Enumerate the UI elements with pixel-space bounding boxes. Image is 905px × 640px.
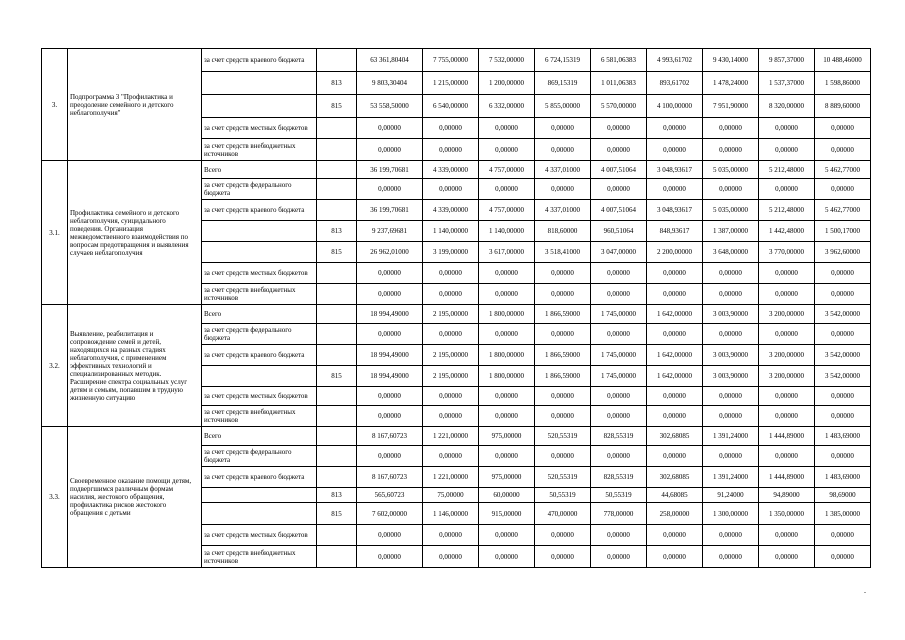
- amount-cell: 4 100,00000: [647, 95, 703, 118]
- amount-cell: 0,00000: [647, 179, 703, 200]
- amount-cell: 1 215,00000: [423, 72, 479, 95]
- amount-cell: 1 800,00000: [479, 305, 535, 324]
- amount-cell: 0,00000: [703, 179, 759, 200]
- budget-code: [317, 427, 357, 446]
- amount-cell: 44,68085: [647, 488, 703, 503]
- amount-cell: 3 770,00000: [759, 242, 815, 263]
- amount-cell: 1 598,86000: [815, 72, 871, 95]
- amount-cell: 1 866,59000: [535, 366, 591, 387]
- amount-cell: 0,00000: [759, 139, 815, 161]
- amount-cell: 7 532,00000: [479, 49, 535, 72]
- amount-cell: 0,00000: [535, 387, 591, 406]
- amount-cell: 0,00000: [591, 324, 647, 345]
- amount-cell: 1 140,00000: [479, 221, 535, 242]
- amount-cell: 0,00000: [535, 324, 591, 345]
- amount-cell: 0,00000: [357, 324, 423, 345]
- amount-cell: 0,00000: [647, 118, 703, 139]
- amount-cell: 0,00000: [703, 387, 759, 406]
- amount-cell: 1 200,00000: [479, 72, 535, 95]
- amount-cell: 0,00000: [759, 284, 815, 305]
- amount-cell: 0,00000: [535, 284, 591, 305]
- amount-cell: 1 500,17000: [815, 221, 871, 242]
- budget-code: [317, 406, 357, 427]
- funding-source: за счет средств местных бюджетов: [202, 525, 317, 546]
- amount-cell: 0,00000: [703, 139, 759, 161]
- amount-cell: 0,00000: [423, 263, 479, 284]
- amount-cell: 7 755,00000: [423, 49, 479, 72]
- amount-cell: 0,00000: [423, 406, 479, 427]
- amount-cell: 0,00000: [647, 446, 703, 467]
- amount-cell: 1 483,69000: [815, 467, 871, 488]
- amount-cell: 0,00000: [423, 525, 479, 546]
- amount-cell: 0,00000: [591, 284, 647, 305]
- funding-source: за счет средств краевого бюджета: [202, 345, 317, 366]
- budget-code: [317, 387, 357, 406]
- amount-cell: 1 800,00000: [479, 366, 535, 387]
- amount-cell: 778,00000: [591, 503, 647, 525]
- amount-cell: 0,00000: [479, 406, 535, 427]
- funding-source: [202, 221, 317, 242]
- budget-code: [317, 161, 357, 179]
- amount-cell: 0,00000: [479, 139, 535, 161]
- amount-cell: 0,00000: [535, 118, 591, 139]
- funding-source: за счет средств местных бюджетов: [202, 118, 317, 139]
- section-number: 3.: [42, 49, 68, 161]
- amount-cell: 4 007,51064: [591, 200, 647, 221]
- amount-cell: 4 337,01000: [535, 161, 591, 179]
- amount-cell: 1 350,00000: [759, 503, 815, 525]
- budget-code: 813: [317, 488, 357, 503]
- amount-cell: 0,00000: [479, 284, 535, 305]
- amount-cell: 1 745,00000: [591, 305, 647, 324]
- amount-cell: 6 724,15319: [535, 49, 591, 72]
- budget-code: [317, 305, 357, 324]
- amount-cell: 0,00000: [357, 406, 423, 427]
- amount-cell: 7 951,90000: [703, 95, 759, 118]
- amount-cell: 3 200,00000: [759, 366, 815, 387]
- amount-cell: 3 542,00000: [815, 366, 871, 387]
- amount-cell: 8 320,00000: [759, 95, 815, 118]
- amount-cell: 2 200,00000: [647, 242, 703, 263]
- amount-cell: 4 339,00000: [423, 161, 479, 179]
- amount-cell: 0,00000: [591, 446, 647, 467]
- amount-cell: 5 570,00000: [591, 95, 647, 118]
- amount-cell: 3 003,90000: [703, 366, 759, 387]
- amount-cell: 0,00000: [647, 546, 703, 568]
- amount-cell: 0,00000: [479, 446, 535, 467]
- amount-cell: 4 337,01000: [535, 200, 591, 221]
- funding-source: за счет средств федерального бюджета: [202, 179, 317, 200]
- funding-source: Всего: [202, 427, 317, 446]
- amount-cell: 0,00000: [703, 546, 759, 568]
- section-name: Подпрограмма 3 "Профилактика и преодоление семейного и детского неблагополучия": [68, 49, 202, 161]
- amount-cell: 0,00000: [479, 118, 535, 139]
- amount-cell: 18 994,49000: [357, 366, 423, 387]
- funding-source: за счет средств федерального бюджета: [202, 446, 317, 467]
- budget-code: 815: [317, 242, 357, 263]
- amount-cell: 0,00000: [647, 387, 703, 406]
- amount-cell: 6 332,00000: [479, 95, 535, 118]
- amount-cell: 0,00000: [357, 387, 423, 406]
- amount-cell: 0,00000: [357, 284, 423, 305]
- amount-cell: 60,00000: [479, 488, 535, 503]
- amount-cell: 0,00000: [647, 406, 703, 427]
- amount-cell: 9 803,30404: [357, 72, 423, 95]
- table-row: [42, 49, 871, 72]
- amount-cell: 0,00000: [535, 446, 591, 467]
- amount-cell: 4 339,00000: [423, 200, 479, 221]
- amount-cell: 0,00000: [479, 324, 535, 345]
- amount-cell: 0,00000: [703, 284, 759, 305]
- amount-cell: 3 003,90000: [703, 305, 759, 324]
- amount-cell: 0,00000: [591, 525, 647, 546]
- amount-cell: 0,00000: [423, 324, 479, 345]
- amount-cell: 91,24000: [703, 488, 759, 503]
- table-row: [42, 161, 871, 179]
- amount-cell: 893,61702: [647, 72, 703, 95]
- amount-cell: 5 035,00000: [703, 161, 759, 179]
- amount-cell: 10 488,46000: [815, 49, 871, 72]
- funding-source: [202, 503, 317, 525]
- amount-cell: 0,00000: [815, 139, 871, 161]
- amount-cell: 5 035,00000: [703, 200, 759, 221]
- amount-cell: 0,00000: [479, 546, 535, 568]
- amount-cell: 0,00000: [591, 139, 647, 161]
- amount-cell: 1 745,00000: [591, 345, 647, 366]
- amount-cell: 4 993,61702: [647, 49, 703, 72]
- amount-cell: 1 444,89000: [759, 427, 815, 446]
- amount-cell: 1 745,00000: [591, 366, 647, 387]
- amount-cell: 3 047,00000: [591, 242, 647, 263]
- amount-cell: 302,68085: [647, 467, 703, 488]
- amount-cell: 960,51064: [591, 221, 647, 242]
- budget-code: 813: [317, 72, 357, 95]
- funding-source: за счет средств внебюджетных источников: [202, 139, 317, 161]
- amount-cell: 0,00000: [759, 263, 815, 284]
- amount-cell: 0,00000: [591, 118, 647, 139]
- amount-cell: 0,00000: [357, 179, 423, 200]
- amount-cell: 6 540,00000: [423, 95, 479, 118]
- amount-cell: 0,00000: [703, 525, 759, 546]
- budget-code: 815: [317, 95, 357, 118]
- amount-cell: 1 011,06383: [591, 72, 647, 95]
- amount-cell: 36 199,70681: [357, 161, 423, 179]
- amount-cell: 0,00000: [357, 446, 423, 467]
- amount-cell: 0,00000: [535, 546, 591, 568]
- amount-cell: 3 200,00000: [759, 345, 815, 366]
- section-name: Профилактика семейного и детского неблагополучия, суицидального поведения. Организация межведомственного взаимодействия по вопросам предотвращения и выявления случаев неблагополучия: [68, 161, 202, 305]
- budget-code: [317, 284, 357, 305]
- amount-cell: 3 003,90000: [703, 345, 759, 366]
- amount-cell: 0,00000: [815, 446, 871, 467]
- funding-source: [202, 242, 317, 263]
- amount-cell: 5 212,48000: [759, 200, 815, 221]
- amount-cell: 0,00000: [815, 179, 871, 200]
- page-mark: .: [864, 586, 866, 595]
- amount-cell: 1 866,59000: [535, 305, 591, 324]
- amount-cell: 2 195,00000: [423, 305, 479, 324]
- amount-cell: 0,00000: [535, 525, 591, 546]
- amount-cell: 5 462,77000: [815, 161, 871, 179]
- budget-code: 815: [317, 503, 357, 525]
- funding-source: [202, 72, 317, 95]
- amount-cell: 1 385,00000: [815, 503, 871, 525]
- amount-cell: 0,00000: [357, 263, 423, 284]
- amount-cell: 0,00000: [759, 406, 815, 427]
- funding-source: за счет средств местных бюджетов: [202, 387, 317, 406]
- funding-source: за счет средств внебюджетных источников: [202, 546, 317, 568]
- amount-cell: 0,00000: [815, 406, 871, 427]
- amount-cell: 0,00000: [535, 139, 591, 161]
- amount-cell: 0,00000: [591, 406, 647, 427]
- amount-cell: 0,00000: [423, 118, 479, 139]
- amount-cell: 1 483,69000: [815, 427, 871, 446]
- amount-cell: 0,00000: [479, 387, 535, 406]
- budget-code: [317, 263, 357, 284]
- amount-cell: 0,00000: [815, 324, 871, 345]
- amount-cell: 6 581,06383: [591, 49, 647, 72]
- amount-cell: 0,00000: [423, 446, 479, 467]
- section-number: 3.3.: [42, 427, 68, 568]
- budget-code: [317, 446, 357, 467]
- amount-cell: 0,00000: [423, 546, 479, 568]
- amount-cell: 3 200,00000: [759, 305, 815, 324]
- amount-cell: 565,60723: [357, 488, 423, 503]
- amount-cell: 1 800,00000: [479, 345, 535, 366]
- amount-cell: 0,00000: [759, 525, 815, 546]
- amount-cell: 0,00000: [591, 263, 647, 284]
- amount-cell: 0,00000: [647, 139, 703, 161]
- amount-cell: 0,00000: [759, 324, 815, 345]
- amount-cell: 0,00000: [647, 263, 703, 284]
- amount-cell: 98,69000: [815, 488, 871, 503]
- amount-cell: 0,00000: [535, 179, 591, 200]
- amount-cell: 0,00000: [815, 118, 871, 139]
- funding-source: за счет средств внебюджетных источников: [202, 406, 317, 427]
- funding-source: за счет средств федерального бюджета: [202, 324, 317, 345]
- amount-cell: 1 391,24000: [703, 467, 759, 488]
- amount-cell: 1 221,00000: [423, 467, 479, 488]
- amount-cell: 3 542,00000: [815, 345, 871, 366]
- funding-source: [202, 488, 317, 503]
- amount-cell: 18 994,49000: [357, 305, 423, 324]
- amount-cell: 8 167,60723: [357, 427, 423, 446]
- amount-cell: 3 617,00000: [479, 242, 535, 263]
- amount-cell: 36 199,70681: [357, 200, 423, 221]
- amount-cell: 0,00000: [423, 387, 479, 406]
- amount-cell: 1 387,00000: [703, 221, 759, 242]
- amount-cell: 520,55319: [535, 427, 591, 446]
- amount-cell: 1 642,00000: [647, 305, 703, 324]
- budget-code: [317, 345, 357, 366]
- amount-cell: 1 478,24000: [703, 72, 759, 95]
- amount-cell: 4 757,00000: [479, 200, 535, 221]
- section-name: Своевременное оказание помощи детям, подвергшимся различным формам насилия, жестокого обращения, профилактика рисков жестокого обращения с детьми: [68, 427, 202, 568]
- amount-cell: 0,00000: [647, 525, 703, 546]
- budget-code: [317, 324, 357, 345]
- amount-cell: 975,00000: [479, 467, 535, 488]
- amount-cell: 0,00000: [357, 118, 423, 139]
- amount-cell: 0,00000: [759, 546, 815, 568]
- budget-code: [317, 139, 357, 161]
- funding-source: [202, 95, 317, 118]
- amount-cell: 26 962,01000: [357, 242, 423, 263]
- amount-cell: 1 642,00000: [647, 366, 703, 387]
- funding-source: за счет средств краевого бюджета: [202, 200, 317, 221]
- amount-cell: 18 994,49000: [357, 345, 423, 366]
- amount-cell: 869,15319: [535, 72, 591, 95]
- amount-cell: 0,00000: [357, 139, 423, 161]
- amount-cell: 0,00000: [479, 525, 535, 546]
- amount-cell: 0,00000: [357, 546, 423, 568]
- amount-cell: 1 642,00000: [647, 345, 703, 366]
- amount-cell: 5 855,00000: [535, 95, 591, 118]
- amount-cell: 302,68085: [647, 427, 703, 446]
- amount-cell: 0,00000: [815, 525, 871, 546]
- amount-cell: 50,55319: [535, 488, 591, 503]
- amount-cell: 0,00000: [815, 284, 871, 305]
- amount-cell: 258,00000: [647, 503, 703, 525]
- budget-code: 815: [317, 366, 357, 387]
- funding-source: за счет средств краевого бюджета: [202, 467, 317, 488]
- amount-cell: 3 048,93617: [647, 161, 703, 179]
- amount-cell: 0,00000: [535, 263, 591, 284]
- funding-source: за счет средств местных бюджетов: [202, 263, 317, 284]
- amount-cell: 8 889,60000: [815, 95, 871, 118]
- amount-cell: 2 195,00000: [423, 366, 479, 387]
- amount-cell: 3 542,00000: [815, 305, 871, 324]
- section-name: Выявление, реабилитация и сопровождение семей и детей, находящихся на разных стадиях неблагополучия, с применением эффективных технологий и специализированных методик. Расширение спектра социальных услуг детям и семьям, попавшим в трудную жизненную ситуацию: [68, 305, 202, 427]
- amount-cell: 0,00000: [357, 525, 423, 546]
- amount-cell: 1 391,24000: [703, 427, 759, 446]
- amount-cell: 828,55319: [591, 467, 647, 488]
- amount-cell: 75,00000: [423, 488, 479, 503]
- amount-cell: 0,00000: [759, 446, 815, 467]
- budget-code: [317, 525, 357, 546]
- budget-code: [317, 118, 357, 139]
- funding-source: за счет средств внебюджетных источников: [202, 284, 317, 305]
- amount-cell: 5 462,77000: [815, 200, 871, 221]
- amount-cell: 4 757,00000: [479, 161, 535, 179]
- amount-cell: 7 602,00000: [357, 503, 423, 525]
- amount-cell: 1 866,59000: [535, 345, 591, 366]
- amount-cell: 975,00000: [479, 427, 535, 446]
- amount-cell: 828,55319: [591, 427, 647, 446]
- amount-cell: 5 212,48000: [759, 161, 815, 179]
- funding-source: за счет средств краевого бюджета: [202, 49, 317, 72]
- amount-cell: 0,00000: [423, 284, 479, 305]
- amount-cell: 0,00000: [703, 118, 759, 139]
- amount-cell: 0,00000: [591, 546, 647, 568]
- amount-cell: 470,00000: [535, 503, 591, 525]
- amount-cell: 1 537,37000: [759, 72, 815, 95]
- table-row: [42, 305, 871, 324]
- table-row: [42, 427, 871, 446]
- budget-code: [317, 546, 357, 568]
- amount-cell: 0,00000: [423, 179, 479, 200]
- section-number: 3.2.: [42, 305, 68, 427]
- amount-cell: 0,00000: [423, 139, 479, 161]
- budget-code: [317, 179, 357, 200]
- amount-cell: 0,00000: [479, 263, 535, 284]
- amount-cell: 0,00000: [703, 263, 759, 284]
- amount-cell: 63 361,80404: [357, 49, 423, 72]
- amount-cell: 0,00000: [815, 263, 871, 284]
- amount-cell: 0,00000: [647, 284, 703, 305]
- amount-cell: 1 300,00000: [703, 503, 759, 525]
- amount-cell: 0,00000: [535, 406, 591, 427]
- budget-code: 813: [317, 221, 357, 242]
- amount-cell: 9 857,37000: [759, 49, 815, 72]
- amount-cell: 3 962,60000: [815, 242, 871, 263]
- amount-cell: 4 007,51064: [591, 161, 647, 179]
- amount-cell: 0,00000: [479, 179, 535, 200]
- amount-cell: 520,55319: [535, 467, 591, 488]
- budget-code: [317, 467, 357, 488]
- section-number: 3.1.: [42, 161, 68, 305]
- amount-cell: 3 048,93617: [647, 200, 703, 221]
- funding-source: Всего: [202, 161, 317, 179]
- amount-cell: 0,00000: [703, 406, 759, 427]
- amount-cell: 9 237,69681: [357, 221, 423, 242]
- funding-source: Всего: [202, 305, 317, 324]
- amount-cell: 1 146,00000: [423, 503, 479, 525]
- amount-cell: 1 140,00000: [423, 221, 479, 242]
- amount-cell: 818,60000: [535, 221, 591, 242]
- amount-cell: 53 558,50000: [357, 95, 423, 118]
- amount-cell: 1 442,48000: [759, 221, 815, 242]
- amount-cell: 50,55319: [591, 488, 647, 503]
- budget-table: [41, 48, 871, 568]
- amount-cell: 8 167,60723: [357, 467, 423, 488]
- amount-cell: 3 199,00000: [423, 242, 479, 263]
- amount-cell: 0,00000: [591, 387, 647, 406]
- funding-source: [202, 366, 317, 387]
- amount-cell: 9 430,14000: [703, 49, 759, 72]
- amount-cell: 0,00000: [759, 387, 815, 406]
- amount-cell: 0,00000: [815, 546, 871, 568]
- amount-cell: 0,00000: [591, 179, 647, 200]
- amount-cell: 3 648,00000: [703, 242, 759, 263]
- amount-cell: 0,00000: [703, 324, 759, 345]
- amount-cell: 94,89000: [759, 488, 815, 503]
- amount-cell: 848,93617: [647, 221, 703, 242]
- amount-cell: 0,00000: [759, 118, 815, 139]
- budget-code: [317, 200, 357, 221]
- amount-cell: 0,00000: [647, 324, 703, 345]
- amount-cell: 915,00000: [479, 503, 535, 525]
- amount-cell: 0,00000: [759, 179, 815, 200]
- amount-cell: 3 518,41000: [535, 242, 591, 263]
- budget-code: [317, 49, 357, 72]
- amount-cell: 1 444,89000: [759, 467, 815, 488]
- amount-cell: 1 221,00000: [423, 427, 479, 446]
- amount-cell: 0,00000: [815, 387, 871, 406]
- amount-cell: 2 195,00000: [423, 345, 479, 366]
- amount-cell: 0,00000: [703, 446, 759, 467]
